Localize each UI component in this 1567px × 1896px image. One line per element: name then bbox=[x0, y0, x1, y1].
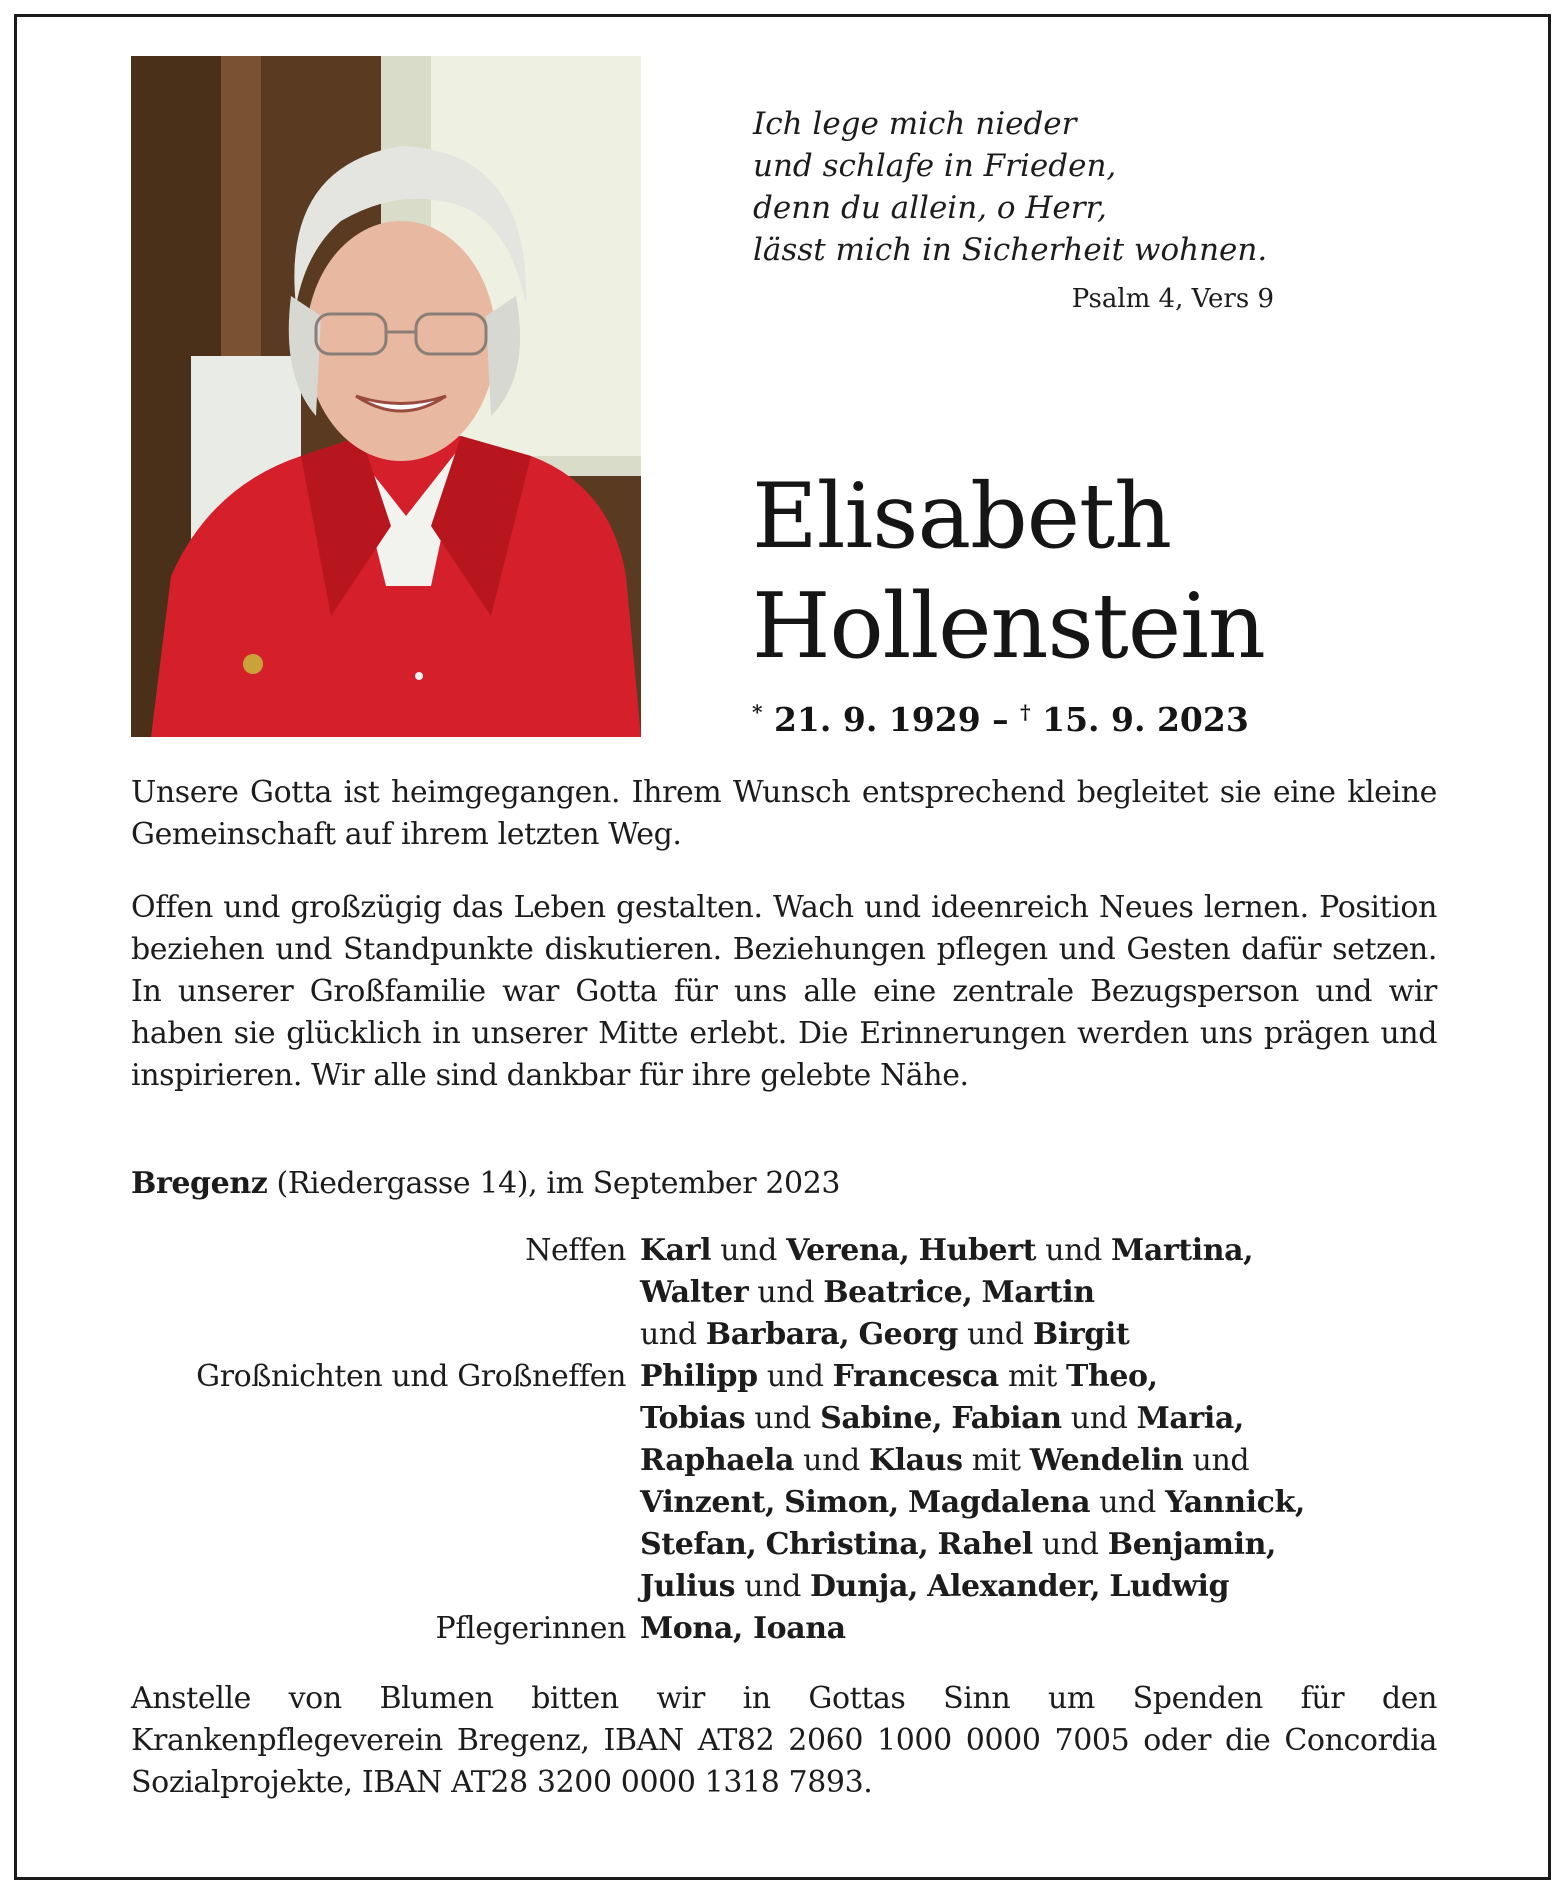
verse-source: Psalm 4, Vers 9 bbox=[1071, 284, 1274, 314]
birth-date: 21. 9. 1929 bbox=[773, 700, 981, 739]
donation-paragraph: Anstelle von Blumen bitten wir in Gottas Sinn um Spenden für den Krankenpflegeverein Bregenz, IBAN AT82 2060 1000 0000 7005 oder die Concordia Sozialprojekte, IBAN AT28 3200 0000 1318 7893. bbox=[131, 1681, 1437, 1800]
mourner-group-pflegerinnen bbox=[100, 1608, 1440, 1650]
date-dash: – bbox=[992, 700, 1009, 739]
mourners-list bbox=[100, 1230, 1440, 1650]
mourner-group-label: Pflegerinnen bbox=[435, 1611, 626, 1646]
verse-line: Ich lege mich nieder bbox=[753, 106, 1077, 142]
announcement-paragraph: Unsere Gotta ist heimgegangen. Ihrem Wunsch entsprechend begleitet sie eine kleine Gemeinschaft auf ihrem letzten Weg. bbox=[131, 775, 1437, 852]
death-date: 15. 9. 2023 bbox=[1042, 700, 1249, 739]
place-date-line bbox=[131, 1163, 1437, 1205]
mourner-group-label: Großnichten und Großneffen bbox=[196, 1359, 626, 1394]
mourner-names: Mona, Ioana bbox=[640, 1611, 846, 1646]
mourner-names: Karl und Verena, Hubert und Martina, Walter und Beatrice, Martin und Barbara, Georg und Birgit bbox=[640, 1233, 1254, 1352]
deceased-name bbox=[752, 462, 1452, 682]
first-name: Elisabeth bbox=[752, 464, 1172, 569]
portrait-photo bbox=[131, 56, 641, 737]
mourner-group-grossnichten bbox=[100, 1356, 1440, 1608]
death-symbol: † bbox=[1020, 700, 1031, 724]
mourner-names: Philipp und Francesca mit Theo, Tobias und Sabine, Fabian und Maria, Raphaela und Klaus mit Wendelin und Vinzent, Simon, Magdalena und Yannick, Stefan, Christina, Rahel und Benjamin, Julius und Dunja, Alexander, Ludwig bbox=[640, 1359, 1305, 1604]
tribute-paragraph: Offen und großzügig das Leben gestalten. Wach und ideenreich Neues lernen. Position beziehen und Standpunkte diskutieren. Beziehungen pflegen und Gesten dafür setzen. In unserer Großfamilie war Gotta für uns alle eine zentrale Bezugsperson und wir haben sie glücklich in unserer Mitte erlebt. Die Erinnerungen werden uns prägen und inspirieren. Wir alle sind dankbar für ihre gelebte Nähe. bbox=[131, 890, 1437, 1093]
verse-line: lässt mich in Sicherheit wohnen. bbox=[753, 232, 1268, 268]
verse-line: und schlafe in Frieden, bbox=[753, 148, 1117, 184]
place-city: Bregenz bbox=[131, 1166, 268, 1201]
mourner-group-neffen bbox=[100, 1230, 1440, 1356]
last-name: Hollenstein bbox=[752, 574, 1265, 679]
mourner-group-label: Neffen bbox=[525, 1233, 626, 1268]
place-details: (Riedergasse 14), im September 2023 bbox=[267, 1166, 841, 1201]
verse-line: denn du allein, o Herr, bbox=[753, 190, 1107, 226]
birth-symbol: * bbox=[752, 700, 763, 724]
life-dates bbox=[752, 700, 1249, 739]
bible-verse bbox=[753, 103, 1273, 271]
